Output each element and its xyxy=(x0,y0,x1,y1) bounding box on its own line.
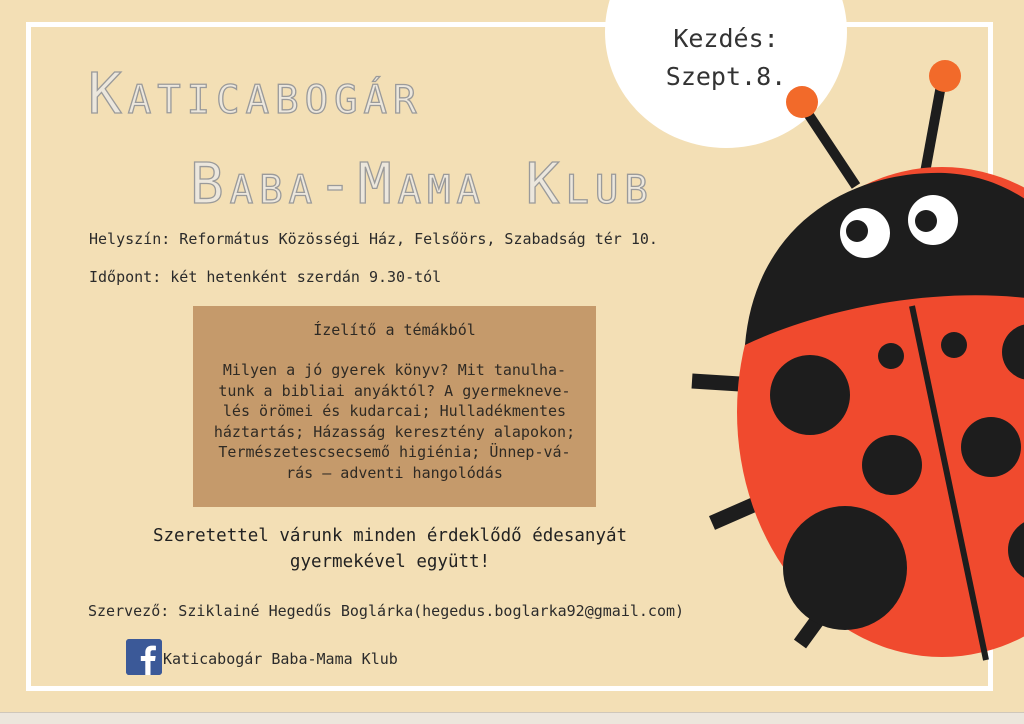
ladybug-antenna xyxy=(803,106,856,186)
topics-line: háztartás; Házasság keresztény alapokon; xyxy=(213,422,576,441)
time-text: Időpont: két hetenként szerdán 9.30-tól xyxy=(89,268,442,286)
topics-line: lés örömei és kudarcai; Hulladékmentes xyxy=(222,402,567,421)
ladybug-spot xyxy=(783,506,907,630)
topics-box xyxy=(193,306,596,507)
start-label: Kezdés: xyxy=(673,24,779,53)
start-date: Szept.8. xyxy=(665,62,787,91)
bottom-edge xyxy=(0,712,1024,724)
topics-line: Milyen a jó gyerek könyv? Mit tanulha- xyxy=(222,361,567,379)
ladybug-illustration xyxy=(660,40,1024,680)
welcome-message xyxy=(100,523,680,575)
club-title-line-2: Baba-Mama Klub xyxy=(190,152,654,217)
facebook-page-name[interactable]: Katicabogár Baba-Mama Klub xyxy=(163,650,398,668)
ladybug-leg xyxy=(692,381,740,384)
antenna-tip xyxy=(786,86,818,118)
ladybug-pupil xyxy=(846,220,868,242)
club-title-line-1: Katicabogár xyxy=(88,62,423,127)
ladybug-antenna xyxy=(924,80,942,178)
topics-line: Természetescsecsemő higiénia; Ünnep-vá- xyxy=(218,443,571,462)
welcome-line-2: gyermekével együtt! xyxy=(289,552,491,572)
ladybug-spot xyxy=(961,417,1021,477)
topics-title: Ízelítő a témákból xyxy=(313,321,476,339)
ladybug-pupil xyxy=(915,210,937,232)
facebook-icon[interactable] xyxy=(126,639,162,675)
organizer-text: Szervező: Sziklainé Hegedűs Boglárka(hegedus.boglarka92@gmail.com) xyxy=(88,602,685,620)
welcome-line-1: Szeretettel várunk minden érdeklődő édesanyát xyxy=(152,526,628,546)
topics-body xyxy=(193,360,596,484)
topics-line: tunk a bibliai anyáktól? A gyermekneve- xyxy=(218,381,571,400)
location-text: Helyszín: Református Közösségi Ház, Felsőörs, Szabadság tér 10. xyxy=(89,230,658,248)
ladybug-spot xyxy=(941,332,967,358)
ladybug-spot xyxy=(862,435,922,495)
antenna-tip xyxy=(929,60,961,92)
topics-line: rás – adventi hangolódás xyxy=(286,463,503,482)
ladybug-spot xyxy=(878,343,904,369)
ladybug-spot xyxy=(770,355,850,435)
